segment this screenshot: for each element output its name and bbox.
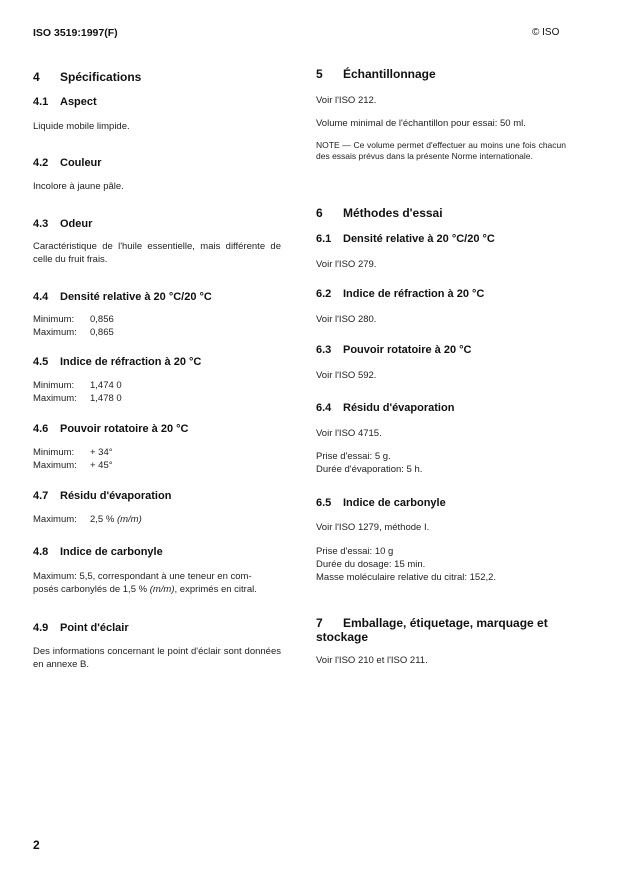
section-4-5-heading: 4.5 Indice de réfraction à 20 °C — [33, 356, 202, 368]
section-6-4-heading: 6.4 Résidu d'évaporation — [316, 402, 455, 414]
section-4-9-heading: 4.9 Point d'éclair — [33, 622, 129, 634]
section-6-4-details: Prise d'essai: 5 g. Durée d'évaporation: 5 h. — [316, 451, 423, 475]
section-5-note: NOTE — Ce volume permet d'effectuer au moins une fois chacun des essais prévus dans la présente Norme internationale. — [316, 140, 566, 161]
section-4-8-text: Maximum: 5,5, correspondant à une teneur en com- posés carbonylés de 1,5 % (m/m), exprimés en citral. — [33, 571, 257, 595]
section-4-4-values: Minimum: 0,856 Maximum: 0,865 — [33, 314, 114, 338]
section-4-7-values: Maximum: 2,5 % (m/m) — [33, 514, 142, 525]
section-4-6-values: Minimum: + 34° Maximum: + 45° — [33, 447, 113, 471]
section-6-1-heading: 6.1 Densité relative à 20 °C/20 °C — [316, 233, 495, 245]
section-6-2-heading: 6.2 Indice de réfraction à 20 °C — [316, 288, 485, 300]
copyright-mark: © ISO — [532, 27, 560, 38]
section-6-3-text: Voir l'ISO 592. — [316, 370, 377, 381]
section-6-heading: 6 Méthodes d'essai — [316, 206, 443, 220]
section-7-heading: 7 Emballage, étiquetage, marquage et stockage — [316, 616, 548, 644]
section-4-1-text: Liquide mobile limpide. — [33, 121, 130, 132]
section-6-5-heading: 6.5 Indice de carbonyle — [316, 497, 446, 509]
section-4-5-values: Minimum: 1,474 0 Maximum: 1,478 0 — [33, 380, 122, 404]
section-6-5-details: Prise d'essai: 10 g Durée du dosage: 15 min. Masse moléculaire relative du citral: 152,2. — [316, 546, 497, 583]
section-4-6-heading: 4.6 Pouvoir rotatoire à 20 °C — [33, 423, 189, 435]
section-4-heading: 4 Spécifications — [33, 70, 142, 84]
section-4-4-heading: 4.4 Densité relative à 20 °C/20 °C — [33, 291, 212, 303]
section-6-2-text: Voir l'ISO 280. — [316, 314, 377, 325]
document-code: ISO 3519:1997(F) — [33, 27, 118, 39]
section-5-volume: Volume minimal de l'échantillon pour essai: 50 ml. — [316, 118, 526, 129]
section-4-3-heading: 4.3 Odeur — [33, 218, 93, 230]
section-4-3-text: Caractéristique de l'huile essentielle, mais différente de celle du fruit frais. — [33, 241, 281, 265]
section-4-2-heading: 4.2 Couleur — [33, 157, 102, 169]
section-4-1-heading: 4.1 Aspect — [33, 96, 97, 108]
section-4-2-text: Incolore à jaune pâle. — [33, 181, 124, 192]
section-6-3-heading: 6.3 Pouvoir rotatoire à 20 °C — [316, 344, 472, 356]
section-7-text: Voir l'ISO 210 et l'ISO 211. — [316, 655, 428, 666]
section-5-reference: Voir l'ISO 212. — [316, 95, 377, 106]
section-4-7-heading: 4.7 Résidu d'évaporation — [33, 490, 172, 502]
section-6-1-text: Voir l'ISO 279. — [316, 259, 377, 270]
section-5-heading: 5 Échantillonnage — [316, 67, 436, 81]
section-4-8-heading: 4.8 Indice de carbonyle — [33, 546, 163, 558]
section-6-4-text: Voir l'ISO 4715. — [316, 428, 382, 439]
page-number: 2 — [33, 838, 40, 852]
section-4-9-text: Des informations concernant le point d'éclair sont données en annexe B. — [33, 646, 281, 670]
section-6-5-text: Voir l'ISO 1279, méthode I. — [316, 522, 430, 533]
